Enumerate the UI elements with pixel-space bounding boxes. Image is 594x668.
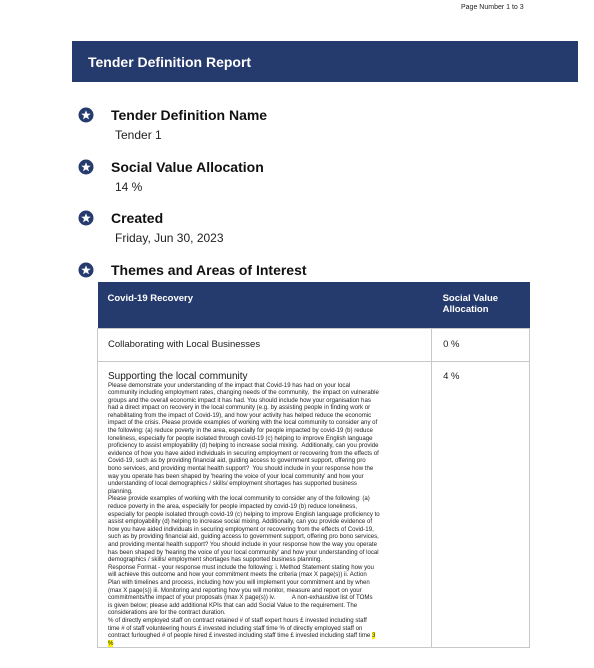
section-heading: Social Value Allocation xyxy=(111,159,264,175)
star-in-circle-icon xyxy=(78,262,94,278)
table-header-row xyxy=(98,282,530,328)
star-in-circle-icon xyxy=(78,210,94,226)
star-in-circle-icon xyxy=(78,107,94,123)
description-text: Please demonstrate your understanding of the impact that Covid-19 has had on your local community including employment rates, changing needs of the community, the impact on vulnerable groups and the overall economic impact it has had. You should include how your organisation has had a direct impact on recovery in the local community (e.g. by assisting people in finding work or rehabilitating from the impact of Covid-19), and how your activity has helped reduce the economic impact of the crisis. Please provide examples of working with the local community to consider any of the following: (a) reduce poverty in the area, especially for people impacted by covid-19 (b) reduce loneliness, especially for people isolated through covid-19 (c) helping to improve English language proficiency to assist employability (d) helping to increase social mixing. Additionally, can you provide evidence of how you have aided individuals in securing employment or recovering from the effects of Covid-19, such as by providing financial aid, guiding access to government support, offering pro bono services, and providing mental health support? You should include in your response how the way you operate has been shaped by 'hearing the voice of your local community' and how your understanding of local demographics / skills/ employment shortages has supported business planning. Please provide examples of working with the local community to consider any of the following: (a) reduce poverty in the area, especially for people impacted by covid-19 (b) reduce loneliness, especially for people isolated through covid-19 (c) helping to improve English language proficiency to assist employability (d) helping to increase social mixing. Additionally, can you provide evidence of how you have aided individuals in securing employment or recovering from the effects of Covid-19, such as by providing financial aid, guiding access to government support, offering pro bono services, and providing mental health support? You should include in your response how the way you operate has been shaped by 'hearing the voice of your local community' and how your understanding of local demographics / skills/ employment shortages has supported business planning. Response Format - your response must include the following: i. Method Statement stating how you will achieve this outcome and how your commitment meets the criteria (max X page(s)) ii. Action Plan with timelines and process, including how you will implement your commitment and by when (max X page(s)) iii. Monitoring and reporting how you will monitor, measure and report on your commitments/the impact of your proposals (max X page(s)) iv. A non-exhaustive list of TOMs is given below; please add additional KPIs that can add Social Value to the requirement. The considerations are for the contract duration. % of directly employed staff on contract retained # of staff expert hours £ invested including staff time # of staff volunteering hours £ invested including staff time % of directly employed staff on contract furloughed # of people hired £ invested including staff time £ invested including staff time xyxy=(108,381,380,640)
theme-item-description xyxy=(108,382,421,648)
star-in-circle-icon xyxy=(78,159,94,175)
report-title: Tender Definition Report xyxy=(88,53,252,70)
allocation-value: 14 % xyxy=(115,180,143,194)
section-heading: Themes and Areas of Interest xyxy=(111,262,307,278)
table-row xyxy=(98,361,530,648)
theme-item-name: Supporting the local community xyxy=(108,370,248,382)
allocation-column-header: Social Value Allocation xyxy=(432,282,530,328)
page-number: Page Number 1 to 3 xyxy=(461,4,524,11)
theme-column-header: Covid-19 Recovery xyxy=(98,282,432,328)
created-date-value: Friday, Jun 30, 2023 xyxy=(115,231,224,245)
section-heading: Tender Definition Name xyxy=(111,107,268,123)
highlighted-text: 3 % xyxy=(108,632,376,647)
section-heading: Created xyxy=(111,210,164,226)
theme-cell: Collaborating with Local Businesses xyxy=(98,328,432,361)
themes-table xyxy=(97,282,530,648)
table-row xyxy=(98,328,530,361)
report-banner xyxy=(72,41,578,82)
theme-cell xyxy=(98,361,432,648)
allocation-cell: 4 % xyxy=(432,361,530,648)
allocation-cell: 0 % xyxy=(432,328,530,361)
tender-name-value: Tender 1 xyxy=(115,128,162,142)
